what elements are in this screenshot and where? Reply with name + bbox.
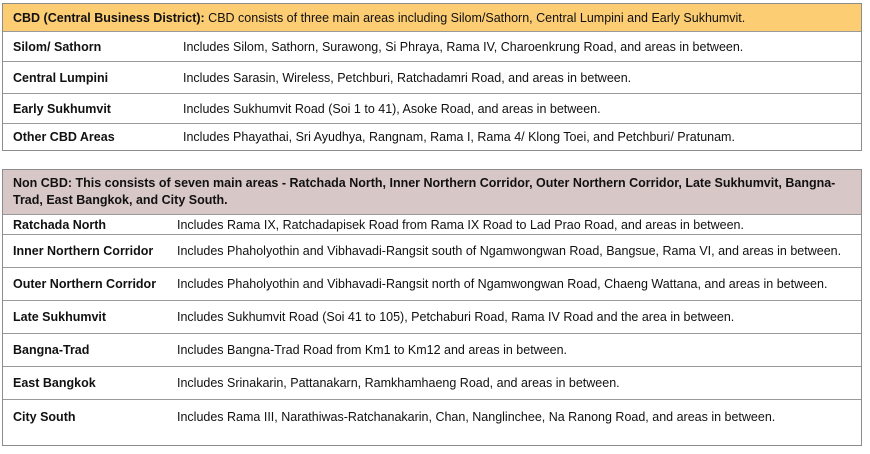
area-description: Includes Rama III, Narathiwas-Ratchanakarin, Chan, Nanglinchee, Na Ranong Road, and areas in between. (177, 409, 776, 424)
area-label: Other CBD Areas (13, 130, 115, 144)
area-label: Central Lumpini (13, 70, 109, 85)
area-description: Includes Phaholyothin and Vibhavadi-Rangsit south of Ngamwongwan Road, Bangsue, Rama VI, and areas in between. (177, 244, 842, 258)
table-row (3, 124, 861, 150)
cbd-header (3, 4, 861, 32)
area-label: Early Sukhumvit (13, 101, 111, 116)
table-row (3, 301, 861, 334)
area-label: Inner Northern Corridor (13, 244, 154, 258)
area-description: Includes Sukhumvit Road (Soi 41 to 105), Petchaburi Road, Rama IV Road and the area in between. (177, 310, 735, 324)
area-label: Bangna-Trad (13, 343, 90, 357)
table-row (3, 32, 861, 62)
cbd-table (2, 3, 862, 151)
area-label: Outer Northern Corridor (13, 277, 157, 291)
area-description: Includes Sukhumvit Road (Soi 1 to 41), Asoke Road, and areas in between. (183, 101, 601, 116)
table-row (3, 334, 861, 367)
table-row (3, 268, 861, 301)
table-row (3, 215, 861, 235)
cbd-header-title: CBD (Central Business District): (13, 10, 205, 25)
noncbd-table (2, 169, 862, 446)
noncbd-header-title: Non CBD: This consists of seven main areas - Ratchada North, Inner Northern Corridor, Outer Northern Corridor, Late Sukhumvit, Bangna-Trad, East Bangkok, and City South. (13, 176, 836, 207)
table-row (3, 367, 861, 400)
area-description: Includes Rama IX, Ratchadapisek Road from Rama IX Road to Lad Prao Road, and areas in between. (177, 217, 744, 232)
area-description: Includes Phayathai, Sri Ayudhya, Rangnam, Rama I, Rama 4/ Klong Toei, and Petchburi/ Pratunam. (183, 130, 735, 144)
table-row (3, 400, 861, 433)
table-row (3, 62, 861, 94)
area-description: Includes Bangna-Trad Road from Km1 to Km12 and areas in between. (177, 343, 568, 357)
area-label: Late Sukhumvit (13, 310, 107, 324)
area-label: East Bangkok (13, 376, 96, 390)
cbd-header-text: CBD consists of three main areas including Silom/Sathorn, Central Lumpini and Early Sukhumvit. (204, 10, 746, 25)
table-row (3, 235, 861, 268)
area-description: Includes Phaholyothin and Vibhavadi-Rangsit north of Ngamwongwan Road, Chaeng Wattana, and areas in between. (177, 277, 828, 291)
area-description: Includes Silom, Sathorn, Surawong, Si Phraya, Rama IV, Charoenkrung Road, and areas in between. (183, 39, 744, 54)
area-description: Includes Srinakarin, Pattanakarn, Ramkhamhaeng Road, and areas in between. (177, 376, 620, 390)
noncbd-header (3, 170, 861, 215)
table-row (3, 94, 861, 124)
area-label: City South (13, 409, 76, 424)
area-description: Includes Sarasin, Wireless, Petchburi, Ratchadamri Road, and areas in between. (183, 70, 632, 85)
area-label: Silom/ Sathorn (13, 39, 102, 54)
area-label: Ratchada North (13, 217, 107, 232)
